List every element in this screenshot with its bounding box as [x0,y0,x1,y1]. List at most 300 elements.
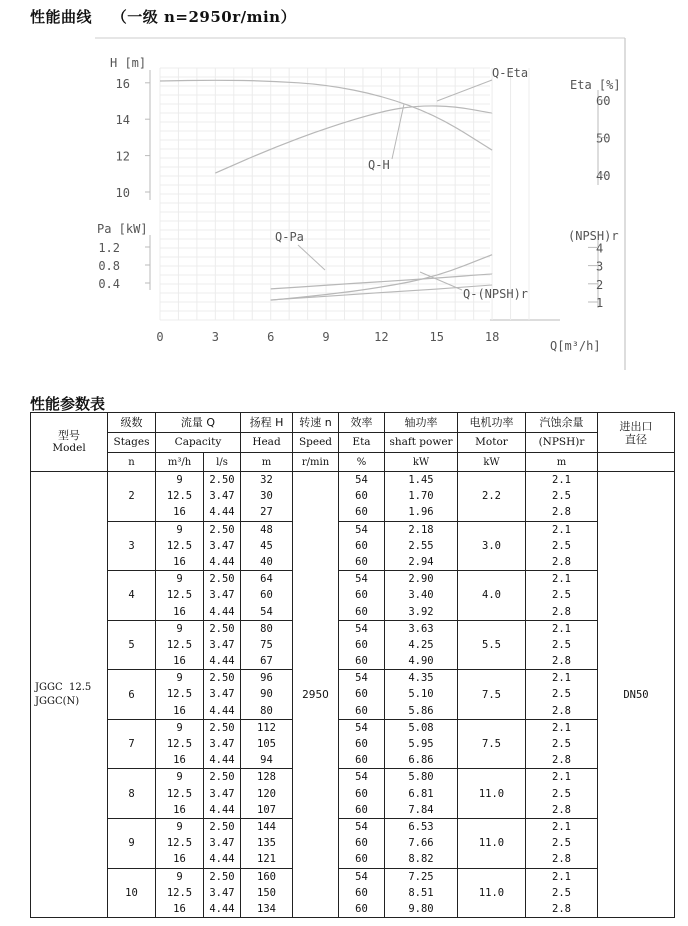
motor-cell: 4.0 [458,571,526,621]
header-head-zh: 扬程 H [241,413,293,433]
eta-axis-label: Eta [%] [570,78,621,92]
shaft-power-cell-value: 3.92 [408,605,434,618]
eta-cell-value: 60 [355,638,368,651]
head-cell-value: 121 [257,853,276,866]
capacity-m3h-cell-value: 12.5 [166,589,193,602]
capacity-ls-cell-value: 4.44 [209,704,235,717]
unit-q1: m³/h [156,453,204,472]
shaft-power-cell-value: 7.84 [408,803,434,816]
head-cell-value: 144 [257,820,276,833]
annotation-q-npsh: Q-(NPSH)r [463,287,529,301]
header-npsh-zh: 汽蚀余量 [526,413,598,433]
head-cell-value: 45 [260,539,273,552]
table-row [31,868,675,918]
head-cell-value: 75 [260,638,273,651]
shaft-power-cell [385,769,458,819]
h-tick-label: 12 [115,149,130,164]
capacity-ls-cell-value: 2.50 [209,474,235,486]
head-cell [241,769,293,819]
eta-cell-value: 60 [355,704,368,717]
model-line1: JGGC 12.5 [35,681,92,693]
shaft-power-cell-value: 4.90 [408,655,434,668]
header-head-en: Head [241,433,293,453]
x-tick-label: 3 [211,330,219,344]
eta-cell-value: 60 [355,605,368,618]
header-model: 型号 Model [31,413,108,472]
npsh-cell-value: 2.5 [552,688,571,701]
x-tick-label: 15 [429,330,444,344]
motor-cell: 2.2 [458,472,526,522]
table-row [31,818,675,868]
capacity-ls-cell-value: 2.50 [209,820,235,833]
capacity-m3h-cell [156,472,204,522]
eta-cell-value: 54 [355,721,368,734]
npsh-cell-value: 2.8 [552,704,571,717]
shaft-power-cell-value: 7.66 [408,837,434,850]
npsh-cell [526,670,598,720]
shaft-power-cell [385,571,458,621]
motor-cell: 3.0 [458,521,526,571]
eta-cell-value: 60 [355,539,368,552]
eta-cell-value: 60 [355,490,368,503]
capacity-ls-cell-value: 2.50 [209,870,235,883]
x-axis-label: Q[m³/h] [550,339,601,353]
shaft-power-cell [385,620,458,670]
npsh-cell-value: 2.1 [552,622,571,635]
npsh-cell-value: 2.1 [552,820,571,833]
capacity-m3h-cell-value: 12.5 [166,490,193,503]
stage-cell: 4 [108,571,156,621]
npsh-cell-value: 2.5 [552,837,571,850]
stage-cell: 7 [108,719,156,769]
pa-tick-label: 0.4 [98,277,120,291]
motor-cell: 7.5 [458,719,526,769]
capacity-ls-cell [204,769,241,819]
header-capacity-en: Capacity [156,433,241,453]
capacity-ls-cell-value: 4.44 [209,853,235,866]
unit-head: m [241,453,293,472]
npsh-cell-value: 2.1 [552,672,571,685]
eta-tick-label: 40 [596,169,611,183]
annotation-q-h: Q-H [368,158,390,172]
capacity-ls-cell-value: 3.47 [209,787,235,800]
header-stages-zh: 级数 [108,413,156,433]
head-cell-value: 150 [257,886,276,899]
x-tick-label: 12 [374,330,389,344]
shaft-power-cell-value: 5.86 [408,704,434,717]
head-cell-value: 107 [257,803,276,816]
x-tick-label: 9 [322,330,330,344]
table-row [31,620,675,670]
head-cell-value: 94 [260,754,273,767]
eta-cell-value: 60 [355,853,368,866]
capacity-ls-cell-value: 2.50 [209,672,235,685]
npsh-cell-value: 2.5 [552,787,571,800]
eta-cell-value: 60 [355,754,368,767]
shaft-power-cell-value: 5.08 [408,721,434,734]
port-cell: DN50 [598,472,675,918]
header-port: 进出口 直径 [598,413,675,453]
performance-chart [0,0,688,380]
eta-cell [339,472,385,522]
shaft-power-cell-value: 5.95 [408,738,434,750]
eta-cell-value: 60 [355,506,368,519]
x-tick-label: 0 [156,330,164,344]
leader-q-eta [437,80,492,101]
stage-cell: 9 [108,818,156,868]
shaft-power-cell-value: 2.18 [408,523,434,536]
unit-q2: l/s [204,453,241,472]
npsh-cell-value: 2.1 [552,474,571,486]
unit-port [598,453,675,472]
npsh-cell-value: 2.8 [552,803,571,816]
head-cell-value: 134 [257,902,276,915]
npsh-cell-value: 2.5 [552,886,571,899]
npsh-cell-value: 2.8 [552,605,571,618]
npsh-cell-value: 2.5 [552,638,571,651]
npsh-cell-value: 2.1 [552,870,571,883]
motor-cell: 11.0 [458,868,526,918]
table-row [31,670,675,720]
npsh-cell-value: 2.8 [552,555,571,568]
npsh-cell [526,472,598,522]
npsh-cell-value: 2.5 [552,738,571,750]
eta-cell-value: 54 [355,523,368,536]
motor-cell: 11.0 [458,818,526,868]
capacity-m3h-cell-value: 12.5 [166,539,193,552]
capacity-ls-cell-value: 3.47 [209,837,235,850]
shaft-power-cell-value: 5.10 [408,688,434,701]
eta-cell [339,571,385,621]
header-power-en: shaft power [385,433,458,453]
header-stages-en: Stages [108,433,156,453]
unit-motor: kW [458,453,526,472]
eta-cell [339,521,385,571]
head-cell [241,571,293,621]
capacity-ls-cell-value: 2.50 [209,721,235,734]
stage-cell: 2 [108,472,156,522]
annotation-q-eta: Q-Eta [492,66,529,80]
capacity-ls-cell [204,719,241,769]
shaft-power-cell-value: 7.25 [408,870,434,883]
capacity-m3h-cell-value: 12.5 [166,886,193,899]
shaft-power-cell-value: 4.35 [408,672,434,685]
npsh-cell-value: 2.1 [552,573,571,586]
table-row [31,769,675,819]
stage-cell: 6 [108,670,156,720]
capacity-m3h-cell-value: 9 [176,622,183,635]
stage-cell: 10 [108,868,156,918]
npsh-axis-label: (NPSH)r [568,229,619,243]
capacity-ls-cell-value: 3.47 [209,688,235,701]
header-power-zh: 轴功率 [385,413,458,433]
head-cell-value: 30 [260,490,273,503]
eta-cell-value: 60 [355,886,368,899]
capacity-m3h-cell-value: 16 [173,704,186,717]
pa-axis-label: Pa [kW] [97,222,148,236]
capacity-ls-cell-value: 4.44 [209,555,235,568]
unit-eta: % [339,453,385,472]
motor-cell: 7.5 [458,670,526,720]
capacity-ls-cell [204,818,241,868]
capacity-ls-cell-value: 4.44 [209,655,235,668]
capacity-m3h-cell-value: 9 [176,474,183,486]
unit-stages: n [108,453,156,472]
npsh-tick-label: 4 [596,241,604,256]
capacity-m3h-cell-value: 9 [176,870,183,883]
capacity-ls-cell-value: 3.47 [209,490,235,503]
capacity-ls-cell-value: 3.47 [209,539,235,552]
capacity-m3h-cell [156,769,204,819]
x-tick-label: 18 [484,330,500,344]
npsh-tick-label: 3 [596,259,604,274]
capacity-ls-cell-value: 4.44 [209,902,235,915]
shaft-power-cell-value: 1.70 [408,490,434,503]
capacity-m3h-cell-value: 9 [176,820,183,833]
header-motor-zh: 电机功率 [458,413,526,433]
capacity-ls-cell-value: 4.44 [209,605,235,618]
head-cell-value: 120 [257,787,276,800]
eta-cell-value: 60 [355,688,368,701]
eta-cell-value: 60 [355,902,368,915]
capacity-ls-cell-value: 2.50 [209,573,235,586]
capacity-m3h-cell [156,571,204,621]
eta-cell-value: 60 [355,803,368,816]
head-cell-value: 96 [260,672,273,685]
unit-speed: r/min [293,453,339,472]
capacity-ls-cell-value: 2.50 [209,622,235,635]
head-cell [241,719,293,769]
eta-cell-value: 60 [355,555,368,568]
eta-cell [339,719,385,769]
eta-tick-label: 60 [596,94,611,108]
shaft-power-cell-value: 6.81 [408,787,434,800]
capacity-ls-cell-value: 3.47 [209,589,235,602]
head-cell-value: 80 [260,622,273,635]
shaft-power-cell [385,719,458,769]
npsh-tick-label: 1 [596,296,604,310]
capacity-ls-cell-value: 4.44 [209,506,235,519]
h-tick-label: 14 [115,113,130,128]
head-cell-value: 160 [257,870,276,883]
capacity-ls-cell [204,571,241,621]
capacity-ls-cell [204,620,241,670]
npsh-cell [526,521,598,571]
header-eta-en: Eta [339,433,385,453]
capacity-m3h-cell-value: 16 [173,754,186,767]
capacity-ls-cell-value: 4.44 [209,803,235,816]
stage-cell: 3 [108,521,156,571]
chart-title-level: （一级 [111,8,159,26]
capacity-m3h-cell [156,670,204,720]
eta-cell-value: 60 [355,837,368,850]
head-cell-value: 67 [260,655,273,668]
capacity-ls-cell-value: 3.47 [209,886,235,899]
chart-title-speed: n=2950r/min） [164,8,297,26]
shaft-power-cell-value: 6.86 [408,754,434,767]
stage-cell: 5 [108,620,156,670]
capacity-ls-cell-value: 3.47 [209,638,235,651]
model-line2: JGGC(N) [35,695,80,707]
eta-cell-value: 54 [355,820,368,833]
npsh-cell-value: 2.8 [552,902,571,915]
shaft-power-cell-value: 4.25 [408,638,434,651]
capacity-m3h-cell-value: 12.5 [166,837,193,850]
npsh-cell [526,620,598,670]
table-row [31,571,675,621]
capacity-m3h-cell-value: 12.5 [166,738,193,750]
npsh-cell-value: 2.5 [552,539,571,552]
eta-cell-value: 54 [355,474,368,486]
npsh-cell-value: 2.1 [552,523,571,536]
eta-cell-value: 60 [355,589,368,602]
head-cell [241,818,293,868]
capacity-ls-cell-value: 2.50 [209,523,235,536]
table-body [31,472,675,918]
head-cell-value: 48 [260,523,273,536]
pa-tick-label: 1.2 [98,241,120,255]
npsh-cell [526,868,598,918]
capacity-m3h-cell [156,620,204,670]
shaft-power-cell-value: 1.96 [408,506,434,519]
npsh-cell-value: 2.1 [552,721,571,734]
capacity-ls-cell [204,472,241,522]
eta-cell-value: 54 [355,622,368,635]
annotation-q-pa: Q-Pa [275,230,304,244]
eta-cell [339,818,385,868]
eta-cell-value: 60 [355,738,368,750]
table-title: 性能参数表 [30,395,106,413]
capacity-m3h-cell-value: 16 [173,853,186,866]
shaft-power-cell-value: 5.80 [408,771,434,784]
stage-cell: 8 [108,769,156,819]
head-cell-value: 90 [260,688,273,701]
shaft-power-cell-value: 6.53 [408,820,434,833]
head-cell-value: 64 [260,573,273,586]
model-cell [31,472,108,918]
capacity-ls-cell-value: 4.44 [209,754,235,767]
performance-table [30,412,675,918]
capacity-m3h-cell [156,719,204,769]
capacity-m3h-cell-value: 9 [176,523,183,536]
eta-cell-value: 60 [355,787,368,800]
capacity-m3h-cell [156,521,204,571]
capacity-m3h-cell [156,818,204,868]
capacity-m3h-cell-value: 16 [173,902,186,915]
x-tick-label: 6 [267,330,275,344]
npsh-cell-value: 2.5 [552,490,571,503]
header-npsh-en: (NPSH)r [526,433,598,453]
shaft-power-cell-value: 2.55 [408,539,434,552]
shaft-power-cell-value: 8.51 [408,886,434,899]
eta-cell-value: 60 [355,655,368,668]
npsh-cell [526,719,598,769]
shaft-power-cell-value: 3.40 [408,589,434,602]
motor-cell: 11.0 [458,769,526,819]
shaft-power-cell [385,472,458,522]
eta-cell [339,769,385,819]
capacity-m3h-cell [156,868,204,918]
head-cell-value: 80 [260,704,273,717]
npsh-cell [526,571,598,621]
shaft-power-cell [385,521,458,571]
head-cell-value: 27 [260,506,273,519]
npsh-cell-value: 2.8 [552,655,571,668]
shaft-power-cell [385,670,458,720]
motor-cell: 5.5 [458,620,526,670]
shaft-power-cell-value: 9.80 [408,902,434,915]
capacity-m3h-cell-value: 12.5 [166,688,193,701]
capacity-m3h-cell-value: 16 [173,555,186,568]
capacity-ls-cell-value: 3.47 [209,738,235,750]
unit-npsh: m [526,453,598,472]
head-cell [241,521,293,571]
head-cell-value: 105 [257,738,276,750]
h-axis-label: H [m] [110,56,147,70]
head-cell [241,620,293,670]
capacity-ls-cell [204,670,241,720]
capacity-m3h-cell-value: 9 [176,672,183,685]
capacity-m3h-cell-value: 16 [173,655,186,668]
head-cell-value: 135 [257,837,276,850]
eta-cell [339,868,385,918]
table-row [31,719,675,769]
head-cell-value: 128 [257,771,276,784]
chart-title-text: 性能曲线 [30,8,93,26]
capacity-m3h-cell-value: 9 [176,573,183,586]
h-tick-label: 16 [115,76,130,91]
unit-power: kW [385,453,458,472]
eta-cell [339,670,385,720]
header-eta-zh: 效率 [339,413,385,433]
header-speed-en: Speed [293,433,339,453]
head-cell [241,472,293,522]
eta-cell [339,620,385,670]
npsh-cell [526,818,598,868]
head-cell-value: 60 [260,589,273,602]
head-cell-value: 40 [260,555,273,568]
eta-cell-value: 54 [355,771,368,784]
npsh-cell-value: 2.5 [552,589,571,602]
h-tick-label: 10 [115,186,130,200]
npsh-cell-value: 2.8 [552,853,571,866]
capacity-m3h-cell-value: 12.5 [166,787,193,800]
capacity-m3h-cell-value: 16 [173,506,186,519]
npsh-cell-value: 2.8 [552,754,571,767]
head-cell-value: 112 [257,721,276,734]
shaft-power-cell [385,818,458,868]
capacity-m3h-cell-value: 9 [176,771,183,784]
capacity-m3h-cell-value: 16 [173,605,186,618]
capacity-m3h-cell-value: 16 [173,803,186,816]
shaft-power-cell-value: 2.94 [408,555,434,568]
shaft-power-cell-value: 8.82 [408,853,434,866]
head-cell [241,868,293,918]
shaft-power-cell-value: 3.63 [408,622,434,635]
header-speed-zh: 转速 n [293,413,339,433]
eta-cell-value: 54 [355,573,368,586]
speed-cell: 2950 [293,472,339,918]
eta-cell-value: 54 [355,672,368,685]
capacity-ls-cell-value: 2.50 [209,771,235,784]
pa-tick-label: 0.8 [98,259,120,273]
npsh-cell-value: 2.8 [552,506,571,519]
npsh-tick-label: 2 [596,277,604,292]
head-cell-value: 32 [260,474,273,486]
capacity-m3h-cell-value: 9 [176,721,183,734]
capacity-ls-cell [204,868,241,918]
npsh-cell [526,769,598,819]
